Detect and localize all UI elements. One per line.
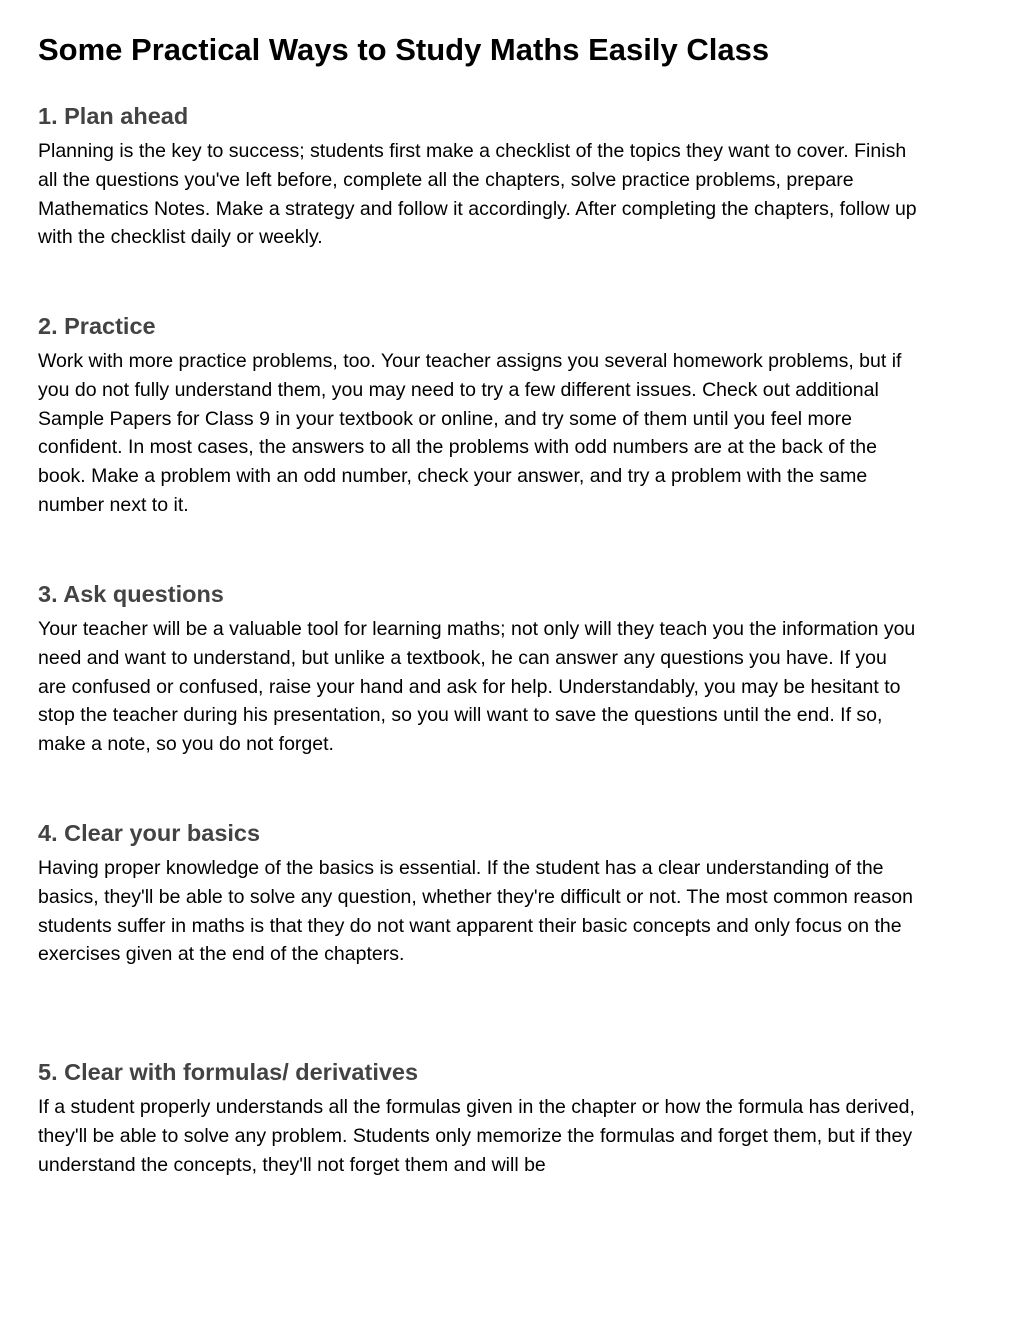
page-title: Some Practical Ways to Study Maths Easily Class	[38, 32, 770, 67]
section-paragraph: Work with more practice problems, too. Your teacher assigns you several homework problems, but if you do not fully understand them, you may need to try a few different issues. Check out additional Sample Papers for Class 9 in your textbook or online, and try some of them until you feel more confident. In most cases, the answers to all the problems with odd numbers are at the back of the book. Make a problem with an odd number, check your answer, and try a problem with the same number next to it.	[38, 350, 902, 516]
section-paragraph: Having proper knowledge of the basics is essential. If the student has a clear understanding of the basics, they'll be able to solve any question, whether they're difficult or not. The most common reason students suffer in maths is that they do not want apparent their basic concepts and only focus on the exercises given at the end of the chapters.	[38, 857, 913, 966]
section-ask-questions	[38, 579, 918, 759]
section-plan-ahead	[38, 101, 918, 252]
section-heading: 1. Plan ahead	[38, 103, 189, 129]
section-heading: 3. Ask questions	[38, 581, 224, 607]
section-paragraph: Your teacher will be a valuable tool for learning maths; not only will they teach you the information you need and want to understand, but unlike a textbook, he can answer any questions you have. If you are confused or confused, raise your hand and ask for help. Understandably, you may be hesitant to stop the teacher during his presentation, so you will want to save the questions until the end. If so, make a note, so you do not forget.	[38, 618, 916, 756]
section-heading: 2. Practice	[38, 313, 156, 339]
section-formulas-derivatives	[38, 1057, 918, 1179]
section-clear-basics	[38, 818, 918, 969]
section-practice	[38, 311, 918, 520]
section-paragraph: Planning is the key to success; students first make a checklist of the topics they want to cover. Finish all the questions you've left before, complete all the chapters, solve practice problems, prepare Mathematics Notes. Make a strategy and follow it accordingly. After completing the chapters, follow up with the checklist daily or weekly.	[38, 140, 917, 249]
section-paragraph: If a student properly understands all the formulas given in the chapter or how the formula has derived, they'll be able to solve any problem. Students only memorize the formulas and forget them, but if they understand the concepts, they'll not forget them and will be	[38, 1096, 915, 1176]
section-heading: 5. Clear with formulas/ derivatives	[38, 1059, 419, 1085]
section-heading: 4. Clear your basics	[38, 820, 261, 846]
